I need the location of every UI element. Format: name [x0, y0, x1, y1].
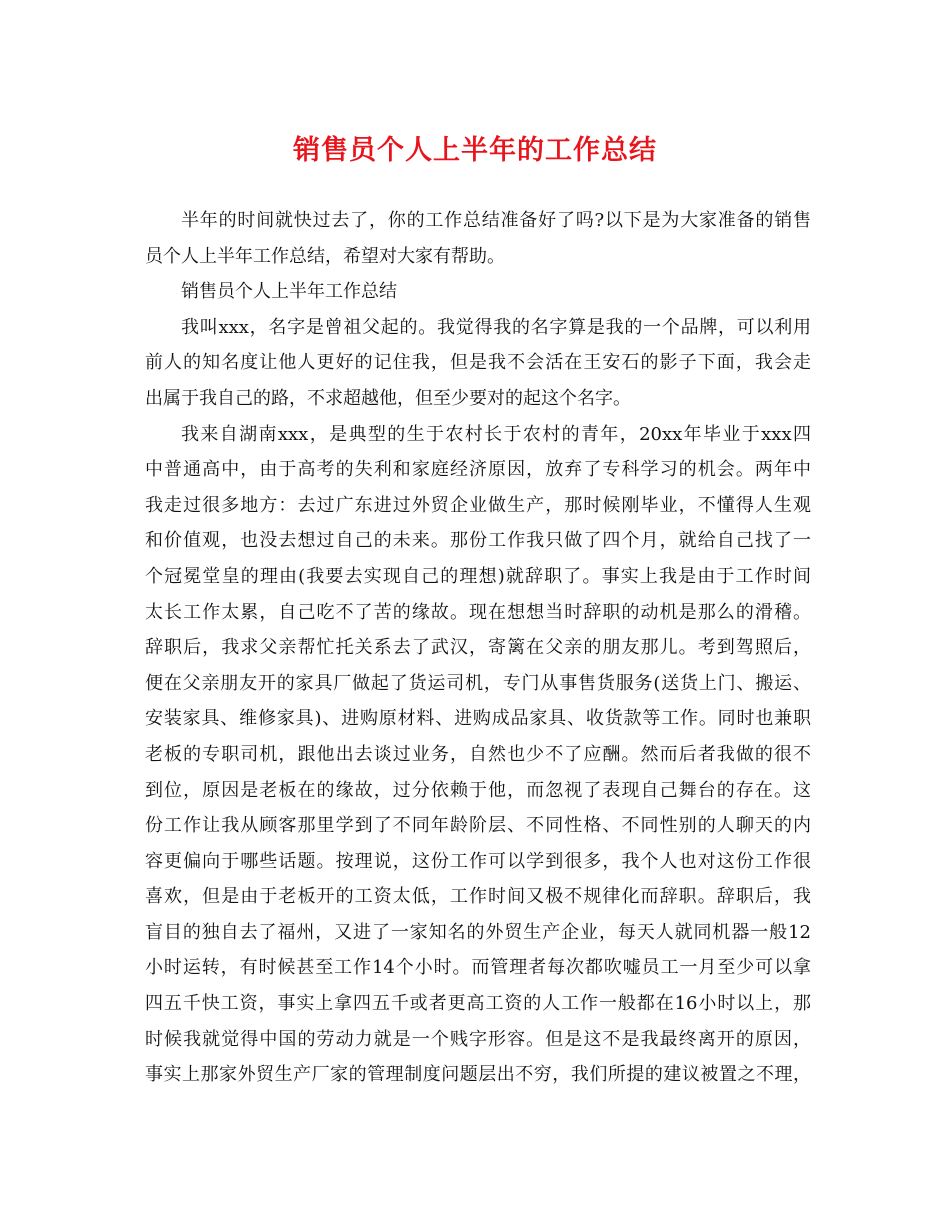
- body-line: 出属于我自己的路，不求超越他，但至少要对的起这个名字。: [145, 387, 631, 409]
- body-line: 安装家具、维修家具)、进购原材料、进购成品家具、收货款等工作。同时也兼职: [145, 708, 811, 730]
- body-line: 老板的专职司机，跟他出去谈过业务，自然也少不了应酬。然而后者我做的很不: [145, 743, 811, 765]
- body-line: 四五千快工资，事实上拿四五千或者更高工资的人工作一般都在16小时以上，那: [145, 993, 811, 1015]
- body-line: 员个人上半年工作总结，希望对大家有帮助。: [145, 245, 505, 267]
- body-line: 中普通高中，由于高考的失利和家庭经济原因，放弃了专科学习的机会。两年中: [145, 459, 811, 481]
- body-line: 小时运转，有时候甚至工作14个小时。而管理者每次都吹嘘员工一月至少可以拿: [145, 957, 811, 979]
- body-line: 太长工作太累，自己吃不了苦的缘故。现在想想当时辞职的动机是那么的滑稽。: [145, 601, 811, 623]
- body-line: 到位，原因是老板在的缘故，过分依赖于他，而忽视了表现自己舞台的存在。这: [145, 779, 811, 801]
- body-line: 我走过很多地方：去过广东进过外贸企业做生产，那时候刚毕业，不懂得人生观: [145, 494, 811, 516]
- body-line: 便在父亲朋友开的家具厂做起了货运司机，专门从事售货服务(送货上门、搬运、: [145, 672, 811, 694]
- body-line: 盲目的独自去了福州，又进了一家知名的外贸生产企业，每天人就同机器一般12: [145, 921, 811, 943]
- body-line: 我叫xxx，名字是曾祖父起的。我觉得我的名字算是我的一个品牌，可以利用: [181, 316, 811, 338]
- body-line: 喜欢，但是由于老板开的工资太低，工作时间又极不规律化而辞职。辞职后，我: [145, 886, 811, 908]
- body-line: 销售员个人上半年工作总结: [181, 281, 397, 303]
- body-line: 辞职后，我求父亲帮忙托关系去了武汉，寄篱在父亲的朋友那儿。考到驾照后，: [145, 637, 811, 659]
- body-line: 我来自湖南xxx，是典型的生于农村长于农村的青年，20xx年毕业于xxx四: [181, 423, 811, 445]
- document-title: 销售员个人上半年的工作总结: [293, 135, 657, 166]
- body-line: 份工作让我从顾客那里学到了不同年龄阶层、不同性格、不同性别的人聊天的内: [145, 815, 811, 837]
- body-line: 和价值观，也没去想过自己的未来。那份工作我只做了四个月，就给自己找了一: [145, 530, 811, 552]
- body-line: 时候我就觉得中国的劳动力就是一个贱字形容。但是这不是我最终离开的原因，: [145, 1028, 811, 1050]
- body-line: 半年的时间就快过去了，你的工作总结准备好了吗?以下是为大家准备的销售: [181, 210, 811, 231]
- body-line: 容更偏向于哪些话题。按理说，这份工作可以学到很多，我个人也对这份工作很: [145, 850, 811, 872]
- body-line: 事实上那家外贸生产厂家的管理制度问题层出不穷，我们所提的建议被置之不理，: [145, 1064, 811, 1086]
- body-line: 前人的知名度让他人更好的记住我，但是我不会活在王安石的影子下面，我会走: [145, 352, 811, 374]
- body-line: 个冠冕堂皇的理由(我要去实现自己的理想)就辞职了。事实上我是由于工作时间: [145, 565, 811, 587]
- document-body: [145, 203, 811, 1093]
